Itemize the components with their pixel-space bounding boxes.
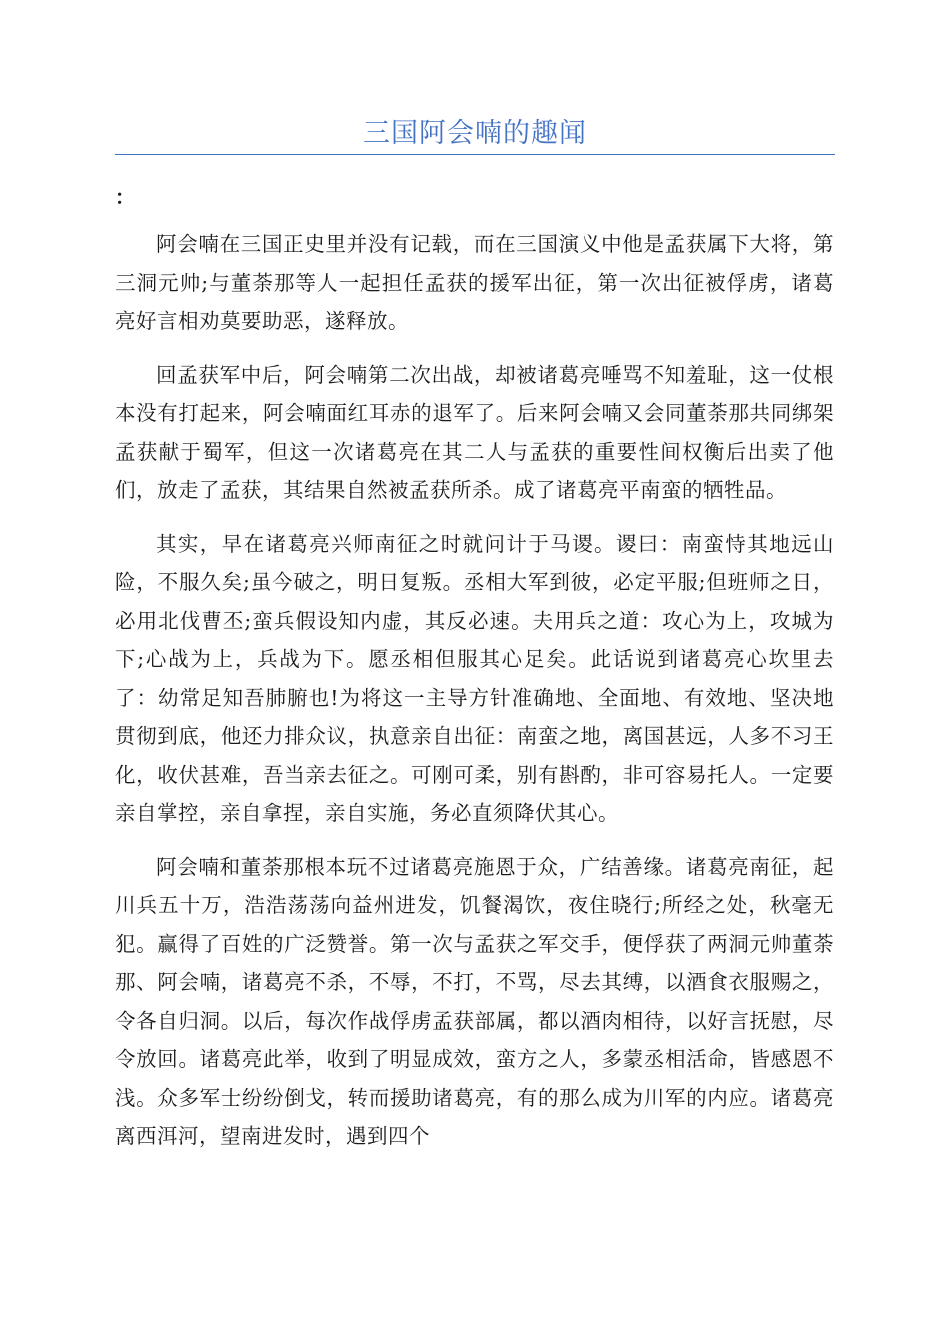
lead-colon: ： [115,185,135,209]
document-body [115,225,834,1171]
paragraph-1: 阿会喃在三国正史里并没有记载，而在三国演义中他是孟获属下大将，第三洞元帅;与董荼那等人一起担任孟获的援军出征，第一次出征被俘虏，诸葛亮好言相劝莫要助恶，遂释放。 [115,232,834,333]
document-title: 三国阿会喃的趣闻 [363,118,587,149]
paragraph-3: 其实，早在诸葛亮兴师南征之时就问计于马谡。谡曰：南蛮恃其地远山险，不服久矣;虽今破之，明日复叛。丞相大军到彼，必定平服;但班师之日，必用北伐曹丕;蛮兵假设知内虚，其反必速。夫用兵之道：攻心为上，攻城为下;心战为上，兵战为下。愿丞相但服其心足矣。此话说到诸葛亮心坎里去了：幼常足知吾肺腑也!为将这一主导方针准确地、全面地、有效地、坚决地贯彻到底，他还力排众议，执意亲自出征：南蛮之地，离国甚远，人多不习王化，收伏甚难，吾当亲去征之。可刚可柔，别有斟酌，非可容易托人。一定要亲自掌控，亲自拿捏，亲自实施，务必直须降伏其心。 [115,531,834,825]
title-underline [115,154,835,155]
paragraph-2: 回孟获军中后，阿会喃第二次出战，却被诸葛亮唾骂不知羞耻，这一仗根本没有打起来，阿会喃面红耳赤的退军了。后来阿会喃又会同董荼那共同绑架孟获献于蜀军，但这一次诸葛亮在其二人与孟获的重要性间权衡后出卖了他们，放走了孟获，其结果自然被孟获所杀。成了诸葛亮平南蛮的牺牲品。 [115,362,834,502]
paragraph-4: 阿会喃和董荼那根本玩不过诸葛亮施恩于众，广结善缘。诸葛亮南征，起川兵五十万，浩浩荡荡向益州进发，饥餐渴饮，夜住晓行;所经之处，秋毫无犯。赢得了百姓的广泛赞誉。第一次与孟获之军交手，便俘获了两洞元帅董荼那、阿会喃，诸葛亮不杀，不辱，不打，不骂，尽去其缚，以酒食衣服赐之，令各自归洞。以后，每次作战俘虏孟获部属，都以酒肉相待，以好言抚慰，尽令放回。诸葛亮此举，收到了明显成效，蛮方之人，多蒙丞相活命，皆感恩不浅。众多军士纷纷倒戈，转而援助诸葛亮，有的那么成为川军的内应。诸葛亮离西洱河，望南进发时，遇到四个 [115,854,834,1148]
